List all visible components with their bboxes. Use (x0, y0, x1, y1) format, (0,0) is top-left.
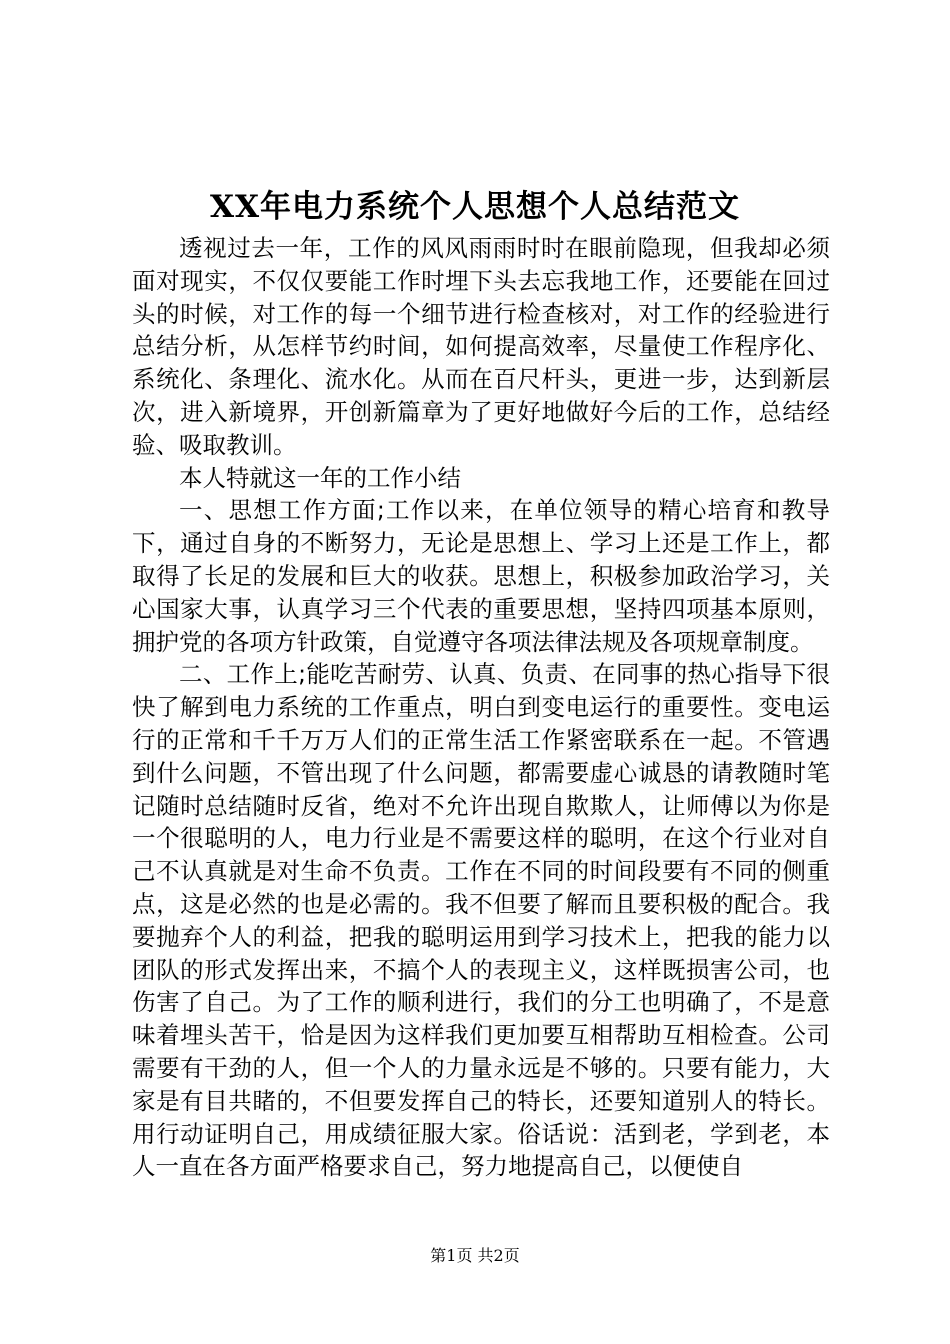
paragraph-thought-work: 一、思想工作方面;工作以来，在单位领导的精心培育和教导下，通过自身的不断努力，无论是思想上、学习上还是工作上，都取得了长足的发展和巨大的收获。思想上，积极参加政治学习，关心国家大事，认真学习三个代表的重要思想，坚持四项基本原则，拥护党的各项方针政策，自觉遵守各项法律法规及各项规章制度。 (132, 496, 830, 656)
document-body (132, 232, 830, 1183)
paragraph-intro: 透视过去一年，工作的风风雨雨时时在眼前隐现，但我却必须面对现实，不仅仅要能工作时埋下头去忘我地工作，还要能在回过头的时候，对工作的每一个细节进行检查核对，对工作的经验进行总结分析，从怎样节约时间，如何提高效率，尽量使工作程序化、系统化、条理化、流水化。从而在百尺杆头，更进一步，达到新层次，进入新境界，开创新篇章为了更好地做好今后的工作，总结经验、吸取教训。 (132, 234, 830, 459)
paragraph-work: 二、工作上;能吃苦耐劳、认真、负责、在同事的热心指导下很快了解到电力系统的工作重点，明白到变电运行的重要性。变电运行的正常和千千万万人们的正常生活工作紧密联系在一起。不管遇到什么问题，不管出现了什么问题，都需要虚心诚恳的请教随时笔记随时总结随时反省，绝对不允许出现自欺欺人，让师傅以为你是一个很聪明的人，电力行业是不需要这样的聪明，在这个行业对自己不认真就是对生命不负责。工作在不同的时间段要有不同的侧重点，这是必然的也是必需的。我不但要了解而且要积极的配合。我要抛弃个人的利益，把我的聪明运用到学习技术上，把我的能力以团队的形式发挥出来，不搞个人的表现主义，这样既损害公司，也伤害了自己。为了工作的顺利进行，我们的分工也明确了，不是意味着埋头苦干，恰是因为这样我们更加要互相帮助互相检查。公司需要有干劲的人，但一个人的力量永远是不够的。只要有能力，大家是有目共睹的，不但要发挥自己的特长，还要知道别人的特长。用行动证明自己，用成绩征服大家。俗话说：活到老，学到老，本人一直在各方面严格要求自己，努力地提高自己，以便使自 (132, 660, 830, 1181)
page-footer: 第1页 共2页 (430, 1246, 520, 1265)
paragraph-summary-lead: 本人特就这一年的工作小结 (179, 463, 461, 492)
document-title: XX年电力系统个人思想个人总结范文 (209, 189, 741, 225)
